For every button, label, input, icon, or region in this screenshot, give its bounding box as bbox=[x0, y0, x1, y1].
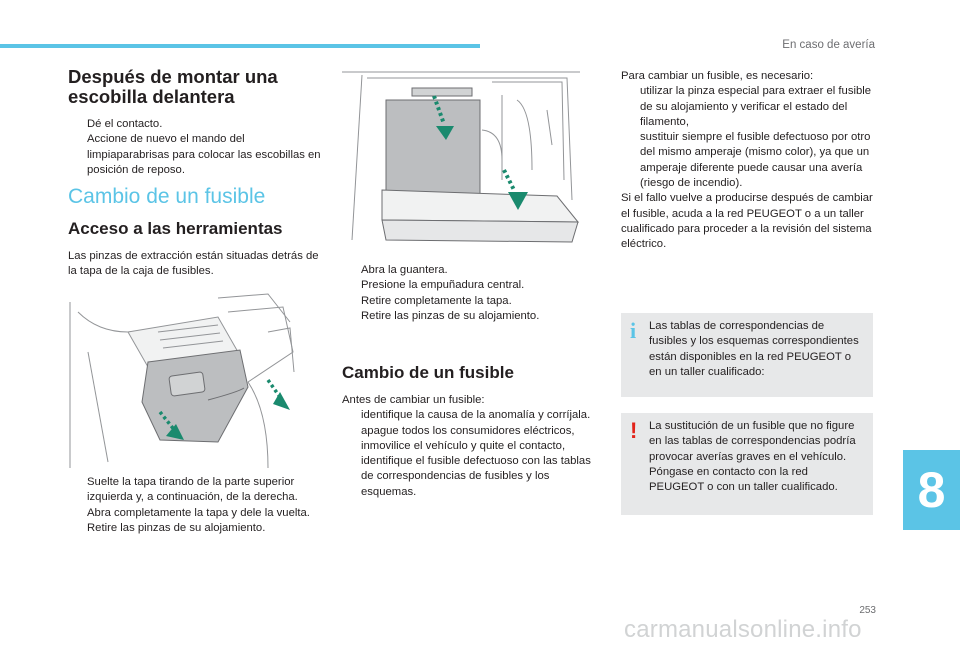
heading-change-fuse: Cambio de un fusible bbox=[342, 363, 514, 382]
list-open-glovebox bbox=[342, 263, 604, 324]
intro-change-procedure: Para cambiar un fusible, es necesario: bbox=[621, 70, 814, 82]
warning-icon: ! bbox=[630, 418, 638, 443]
heading-after-wiper: Después de montar una escobilla delantera bbox=[68, 66, 278, 107]
list-item-text: Abra completamente la tapa y dele la vuelta. bbox=[87, 506, 310, 519]
heading-change-fuse-light: Cambio de un fusible bbox=[68, 185, 266, 208]
illustration-glovebox bbox=[342, 70, 580, 248]
warning-note bbox=[621, 413, 873, 515]
list-item bbox=[621, 84, 875, 130]
list-item bbox=[342, 439, 604, 454]
list-item bbox=[342, 309, 604, 324]
list-item bbox=[342, 454, 604, 500]
fuse-cover-drawing bbox=[68, 292, 300, 468]
list-change-procedure bbox=[621, 84, 875, 191]
list-item bbox=[342, 424, 604, 439]
list-item-text: Retire las pinzas de su alojamiento. bbox=[361, 309, 540, 322]
para-pliers-location: Las pinzas de extracción están situadas detrás de la tapa de la caja de fusibles. bbox=[68, 250, 319, 278]
list-item bbox=[342, 408, 604, 423]
info-note bbox=[621, 313, 873, 397]
list-item bbox=[68, 132, 326, 178]
list-item bbox=[342, 294, 604, 309]
list-item-text: Retire completamente la tapa. bbox=[361, 294, 512, 307]
illustration-fuse-cover bbox=[68, 292, 300, 468]
list-item-text: Accione de nuevo el mando del limpiaparabrisas para colocar las escobillas en posición de reposo. bbox=[87, 133, 321, 176]
list-item-text: Retire las pinzas de su alojamiento. bbox=[87, 521, 266, 534]
list-item bbox=[68, 475, 326, 506]
list-item-text: identifique la causa de la anomalía y corríjala. bbox=[361, 409, 591, 422]
heading-access-tools: Acceso a las herramientas bbox=[68, 219, 283, 238]
list-item bbox=[68, 521, 326, 536]
list-item-text: identifique el fusible defectuoso con las tablas de correspondencias de fusibles y los esquemas. bbox=[361, 455, 591, 498]
watermark: carmanualsonline.info bbox=[624, 616, 862, 643]
chapter-tab bbox=[903, 450, 960, 530]
list-after-wiper bbox=[68, 117, 326, 178]
chapter-number: 8 bbox=[917, 462, 946, 518]
list-item-text: Abra la guantera. bbox=[361, 264, 448, 276]
list-remove-cover bbox=[68, 475, 326, 536]
info-note-text: Las tablas de correspondencias de fusibles y los esquemas correspondientes están disponibles en la red PEUGEOT o en un taller cualificado: bbox=[649, 320, 859, 378]
list-item bbox=[68, 506, 326, 521]
glovebox-drawing bbox=[342, 70, 580, 248]
list-item bbox=[342, 278, 604, 293]
list-item-text: Suelte la tapa tirando de la parte superior izquierda y, a continuación, de la derecha. bbox=[87, 476, 298, 504]
right-procedure bbox=[621, 69, 875, 253]
middle-before-change bbox=[342, 393, 604, 500]
intro-before-change: Antes de cambiar un fusible: bbox=[342, 394, 485, 406]
list-item bbox=[621, 130, 875, 191]
list-item bbox=[68, 117, 326, 132]
warning-note-text: La sustitución de un fusible que no figure en las tablas de correspondencias podría provocar averías graves en el vehículo. Póngase en contacto con la red PEUGEOT o con un taller cualificado. bbox=[649, 420, 856, 494]
list-item-text: Presione la empuñadura central. bbox=[361, 279, 525, 292]
list-item-text: utilizar la pinza especial para extraer el fusible de su alojamiento y verificar el estado del filamento, bbox=[640, 85, 872, 128]
section-title: En caso de avería bbox=[782, 39, 875, 51]
list-item-text: apague todos los consumidores eléctricos, bbox=[361, 424, 575, 437]
list-item-text: inmovilice el vehículo y quite el contacto, bbox=[361, 439, 566, 452]
page-number: 253 bbox=[859, 605, 876, 616]
list-item bbox=[342, 263, 604, 278]
list-item-text: sustituir siempre el fusible defectuoso por otro del mismo amperaje (mismo color), ya que un amperaje diferente puede causar una avería (riesgo de incendio). bbox=[640, 131, 871, 190]
header-accent-line bbox=[0, 44, 480, 48]
para-repeat-failure: Si el fallo vuelve a producirse después de cambiar el fusible, acuda a la red PEUGEOT o a un taller cualificado para proceder a la revisión del sistema eléctrico. bbox=[621, 192, 873, 251]
list-item-text: Dé el contacto. bbox=[87, 118, 163, 130]
info-icon: i bbox=[630, 318, 637, 343]
list-before-change bbox=[342, 408, 604, 500]
